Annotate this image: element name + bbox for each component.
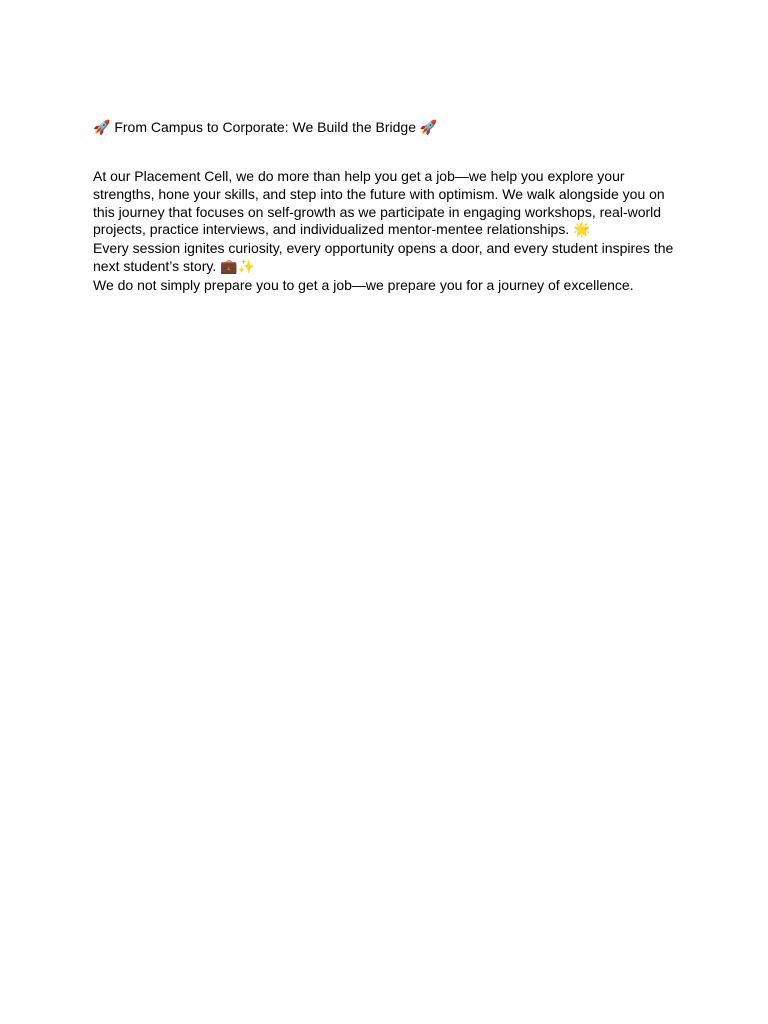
paragraph-text: At our Placement Cell, we do more than help you get a job—we help you explore your strengths, hone your skills, and step into the future with optimism. We walk alongside you on this journey that focuses on self-growth as we participate in engaging workshops, real-world projects, practice interviews, and individualized mentor-mentee relationships. [93, 168, 665, 238]
briefcase-sparkles-icon: 💼✨ [220, 258, 255, 275]
paragraph-text: We do not simply prepare you to get a job—we prepare you for a journey of excellence. [93, 276, 634, 293]
paragraph [93, 168, 683, 240]
paragraph [93, 277, 683, 295]
rocket-icon: 🚀 [419, 120, 438, 136]
paragraph-text: Every session ignites curiosity, every opportunity opens a door, and every student inspires the next student’s story. [93, 240, 674, 274]
document-title [93, 118, 693, 137]
glowing-star-icon: 🌟 [573, 222, 591, 239]
document-body [93, 168, 683, 295]
rocket-icon: 🚀 [93, 120, 111, 136]
title-text: From Campus to Corporate: We Build the Bridge [114, 119, 416, 135]
paragraph [93, 240, 683, 277]
